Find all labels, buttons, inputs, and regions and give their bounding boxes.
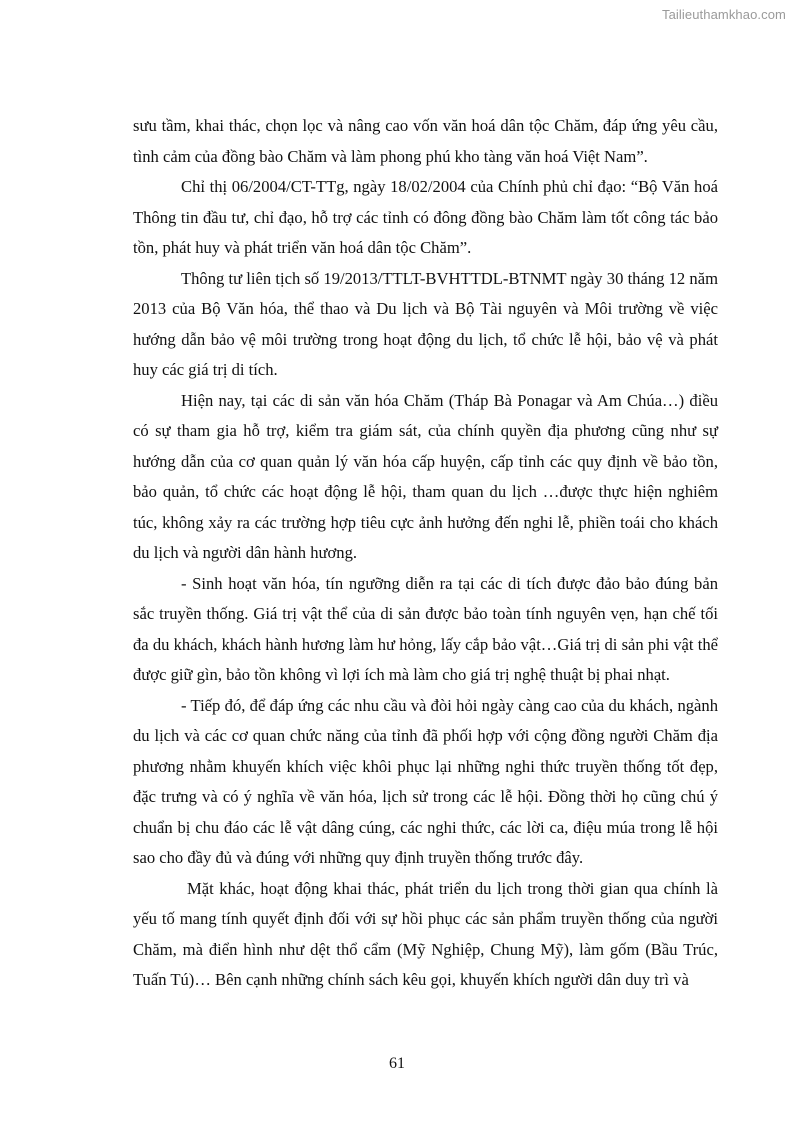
paragraph: Mặt khác, hoạt động khai thác, phát triển du lịch trong thời gian qua chính là yếu tố mang tính quyết định đối với sự hồi phục các sản phẩm truyền thống của người Chăm, mà điển hình như dệt thổ cẩm (Mỹ Nghiệp, Chung Mỹ), làm gốm (Bầu Trúc, Tuấn Tú)… Bên cạnh những chính sách kêu gọi, khuyến khích người dân duy trì và [133,878,718,989]
paragraph: - Sinh hoạt văn hóa, tín ngưỡng diễn ra tại các di tích được đảo bảo đúng bản sắc truyền thống. Giá trị vật thể của di sản được bảo toàn tính nguyên vẹn, hạn chế tối đa du khách, khách hành hương làm hư hỏng, lấy cắp bảo vật…Giá trị di sản phi vật thể được giữ gìn, bảo tồn không vì lợi ích mà làm cho giá trị nghệ thuật bị phai nhạt. [133,573,718,684]
paragraph: Chỉ thị 06/2004/CT-TTg, ngày 18/02/2004 của Chính phủ chỉ đạo: “Bộ Văn hoá Thông tin đầu tư, chỉ đạo, hỗ trợ các tỉnh có đông đồng bào Chăm làm tốt công tác bảo tồn, phát huy và phát triển văn hoá dân tộc Chăm”. [133,177,718,257]
paragraph: - Tiếp đó, để đáp ứng các nhu cầu và đòi hỏi ngày càng cao của du khách, ngành du lịch và các cơ quan chức năng của tỉnh đã phối hợp với cộng đồng người Chăm địa phương nhằm khuyến khích việc khôi phục lại những nghi thức truyền thống tốt đẹp, đặc trưng và có ý nghĩa về văn hóa, lịch sử trong các lễ hội. Đồng thời họ cũng chú ý chuẩn bị chu đáo các lễ vật dâng cúng, các nghi thức, các lời ca, điệu múa trong lễ hội sao cho đầy đủ và đúng với những quy định truyền thống trước đây. [133,695,718,867]
watermark: Tailieuthamkhao.com [661,7,786,22]
document-body [133,111,718,996]
paragraph: Hiện nay, tại các di sản văn hóa Chăm (Tháp Bà Ponagar và Am Chúa…) điều có sự tham gia hỗ trợ, kiểm tra giám sát, của chính quyền địa phương cũng như sự hướng dẫn của cơ quan quản lý văn hóa cấp huyện, cấp tỉnh các quy định về bảo tồn, bảo quản, tổ chức các hoạt động lễ hội, tham quan du lịch …được thực hiện nghiêm túc, không xảy ra các trường hợp tiêu cực ảnh hưởng đến nghi lễ, phiền toái cho khách du lịch và người dân hành hương. [133,390,718,562]
paragraph: sưu tầm, khai thác, chọn lọc và nâng cao vốn văn hoá dân tộc Chăm, đáp ứng yêu cầu, tình cảm của đồng bào Chăm và làm phong phú kho tàng văn hoá Việt Nam”. [133,116,718,166]
paragraph: Thông tư liên tịch số 19/2013/TTLT-BVHTTDL-BTNMT ngày 30 tháng 12 năm 2013 của Bộ Văn hóa, thể thao và Du lịch và Bộ Tài nguyên và Môi trường về việc hướng dẫn bảo vệ môi trường trong hoạt động du lịch, tổ chức lễ hội, bảo vệ và phát huy các giá trị di tích. [133,268,718,379]
page-number: 61 [389,1055,405,1072]
